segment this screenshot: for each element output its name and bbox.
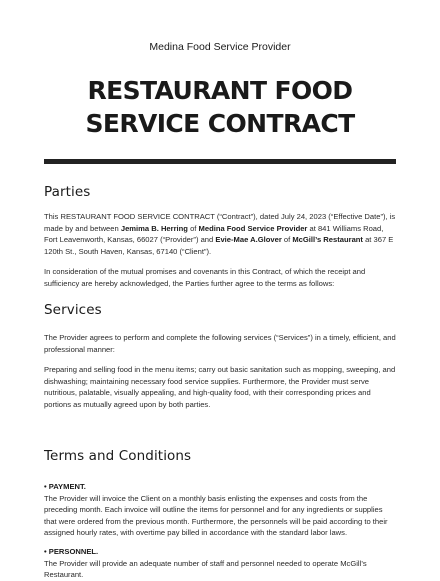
payment-title: • PAYMENT. bbox=[44, 482, 86, 491]
provider-company: Medina Food Service Provider bbox=[198, 223, 308, 233]
parties-text-a: This RESTAURANT FOOD SERVICE CONTRACT (“Contract”), dated July 24, 2023 (“Effective Date”), is made by and between bbox=[44, 212, 396, 233]
personnel-text: The Provider will provide an adequate number of staff and personnel needed to operate McGill’s Restaurant. bbox=[44, 558, 367, 580]
services-paragraph-1: The Provider agrees to perform and complete the following services (“Services”) in a timely, efficient, and professional manner: bbox=[44, 333, 396, 354]
personnel-title: • PERSONNEL. bbox=[44, 547, 99, 556]
parties-text-c: at 841 Williams Road, Fort Leavenworth, Kansas, 66027 (“Provider”) and bbox=[44, 223, 384, 245]
company-name: Medina Food Service Provider bbox=[149, 41, 291, 53]
title-divider bbox=[44, 159, 396, 164]
personnel-clause bbox=[44, 546, 396, 581]
client-company: McGill’s Restaurant bbox=[292, 235, 363, 245]
services-paragraph-2: Preparing and selling food in the menu items; carry out basic sanitation such as mopping, sweeping, and dishwashing; maintaining necessary food service supplies. Furthermore, the Provider must serve nutritious, palatable, visually appealing, and high-quality food, with their corresponding prices and portions as mutually agreed upon by both parties. bbox=[44, 365, 396, 409]
client-name: Evie-Mae A.Glover bbox=[215, 235, 282, 245]
provider-name: Jemima B. Herring bbox=[120, 223, 188, 233]
document-title bbox=[0, 74, 440, 140]
parties-paragraph-1 bbox=[44, 211, 396, 257]
title-line-2: SERVICE CONTRACT bbox=[85, 109, 355, 138]
payment-text: The Provider will invoice the Client on a monthly basis enlisting the expenses and costs from the preceding month. Each invoice will outline the items for personnel and for any ingredients or supplies that were ordered from the previous month. Furthermore, the personnels will be paid according to their assigned hourly rates, with overtime pay billed in accordance with the standard labor laws. bbox=[44, 493, 388, 538]
parties-text-e: at 367 E 120th St., South Haven, Kansas, 67140 (“Client”). bbox=[44, 235, 394, 256]
payment-clause bbox=[44, 481, 396, 539]
terms-heading: Terms and Conditions bbox=[44, 448, 192, 464]
title-line-1: RESTAURANT FOOD bbox=[87, 76, 353, 105]
parties-text-d: of bbox=[281, 235, 293, 245]
parties-text-b: of bbox=[187, 223, 199, 233]
parties-paragraph-2: In consideration of the mutual promises and covenants in this Contract, of which the receipt and sufficiency are hereby acknowledged, the Parties further agree to the terms as follows: bbox=[44, 267, 366, 288]
parties-heading: Parties bbox=[44, 184, 91, 200]
services-heading: Services bbox=[44, 302, 102, 318]
